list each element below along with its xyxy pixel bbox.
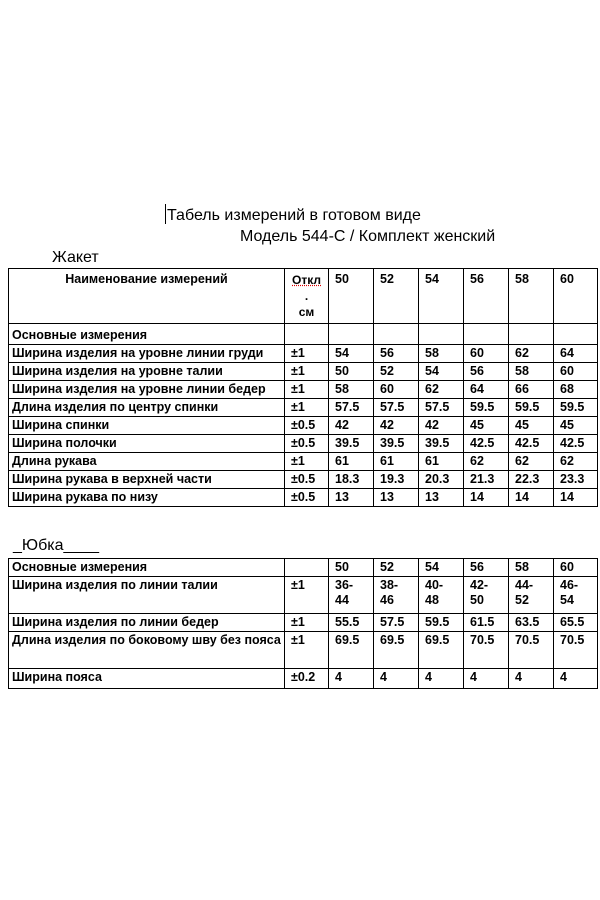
value-cell: 60 xyxy=(554,363,598,381)
value-part: 4 xyxy=(425,670,432,684)
value-part: 69.5 xyxy=(380,633,405,647)
size-header: 58 xyxy=(509,269,554,324)
value-cell: 61 xyxy=(374,453,419,471)
header-tolerance-cell xyxy=(285,269,329,324)
tolerance-cell: ±1 xyxy=(285,577,329,614)
value-cell xyxy=(464,577,509,614)
jacket-measurements-table xyxy=(8,268,598,507)
value-cell xyxy=(509,669,554,689)
table-row xyxy=(9,453,598,471)
table-row xyxy=(9,363,598,381)
value-cell: 60 xyxy=(374,381,419,399)
value-cell: 58 xyxy=(419,345,464,363)
value-part: 70.5 xyxy=(560,633,585,647)
value-cell xyxy=(509,614,554,632)
value-part: 59.5 xyxy=(425,615,450,629)
value-part: 4 xyxy=(380,670,387,684)
value-cell xyxy=(419,614,464,632)
tol-label-1: Откл xyxy=(292,273,321,287)
tolerance-cell: ±1 xyxy=(285,363,329,381)
value-part: 63.5 xyxy=(515,615,540,629)
value-cell: 66 xyxy=(509,381,554,399)
value-cell: 42 xyxy=(419,417,464,435)
table-row xyxy=(9,577,598,614)
value-part: 61.5 xyxy=(470,615,495,629)
value-cell: 42 xyxy=(329,417,374,435)
table-row xyxy=(9,381,598,399)
value-cell: 50 xyxy=(329,363,374,381)
value-cell: 54 xyxy=(329,345,374,363)
tolerance-cell: ±0.5 xyxy=(285,435,329,453)
value-cell xyxy=(419,669,464,689)
value-part: 50 xyxy=(470,593,484,607)
value-cell: 45 xyxy=(509,417,554,435)
value-cell: 62 xyxy=(509,345,554,363)
value-cell: 57.5 xyxy=(419,399,464,417)
value-part: 48 xyxy=(425,593,439,607)
value-cell: 42 xyxy=(374,417,419,435)
value-cell: 14 xyxy=(554,489,598,507)
tol-label-3: см xyxy=(298,305,315,319)
value-part: 54 xyxy=(560,593,574,607)
value-cell xyxy=(374,577,419,614)
header-name-cell: Наименование измерений xyxy=(9,269,285,324)
tolerance-cell: ±1 xyxy=(285,345,329,363)
tolerance-cell: ±1 xyxy=(285,632,329,669)
value-part: 55.5 xyxy=(335,615,360,629)
value-part: 38- xyxy=(380,578,399,592)
value-cell: 22.3 xyxy=(509,471,554,489)
measurement-name: Ширина спинки xyxy=(9,417,285,435)
value-cell: 42.5 xyxy=(464,435,509,453)
value-part: 40- xyxy=(425,578,444,592)
size-header: 60 xyxy=(554,559,598,577)
empty-cell xyxy=(374,324,419,345)
value-cell: 56 xyxy=(464,363,509,381)
value-cell: 57.5 xyxy=(374,399,419,417)
value-cell xyxy=(464,669,509,689)
value-cell: 20.3 xyxy=(419,471,464,489)
value-cell: 54 xyxy=(419,363,464,381)
value-cell: 57.5 xyxy=(329,399,374,417)
size-header: 52 xyxy=(374,269,419,324)
value-cell xyxy=(464,614,509,632)
value-part: 4 xyxy=(470,670,477,684)
size-header: 58 xyxy=(509,559,554,577)
value-part: 69.5 xyxy=(335,633,360,647)
value-cell: 45 xyxy=(554,417,598,435)
jacket-group-row xyxy=(9,324,598,345)
table-row xyxy=(9,632,598,669)
value-part: 70.5 xyxy=(515,633,540,647)
value-cell xyxy=(554,632,598,669)
title-line-1: Табель измерений в готовом виде xyxy=(167,207,421,224)
value-cell: 58 xyxy=(329,381,374,399)
value-cell: 64 xyxy=(464,381,509,399)
value-cell: 45 xyxy=(464,417,509,435)
group-label: Основные измерения xyxy=(9,559,285,577)
size-header: 56 xyxy=(464,269,509,324)
empty-cell xyxy=(285,559,329,577)
tolerance-cell: ±0.5 xyxy=(285,417,329,435)
value-cell: 61 xyxy=(419,453,464,471)
tolerance-cell: ±1 xyxy=(285,453,329,471)
value-part: 4 xyxy=(560,670,567,684)
table-row xyxy=(9,489,598,507)
value-part: 42- xyxy=(470,578,489,592)
tolerance-cell: ±0.2 xyxy=(285,669,329,689)
empty-cell xyxy=(554,324,598,345)
value-cell xyxy=(554,614,598,632)
empty-cell xyxy=(329,324,374,345)
value-cell: 39.5 xyxy=(419,435,464,453)
value-cell: 56 xyxy=(374,345,419,363)
value-cell: 14 xyxy=(464,489,509,507)
value-cell: 13 xyxy=(329,489,374,507)
value-cell: 42.5 xyxy=(554,435,598,453)
value-cell: 23.3 xyxy=(554,471,598,489)
jacket-header-row xyxy=(9,269,598,324)
measurement-name: Ширина пояса xyxy=(9,669,285,689)
size-header: 50 xyxy=(329,269,374,324)
measurement-name: Длина рукава xyxy=(9,453,285,471)
measurement-name: Длина изделия по боковому шву без пояса xyxy=(9,632,285,669)
measurement-name: Ширина изделия по линии талии xyxy=(9,577,285,614)
value-cell: 59.5 xyxy=(554,399,598,417)
value-cell: 62 xyxy=(509,453,554,471)
skirt-section-label: _Юбка____ xyxy=(13,537,100,554)
skirt-group-row xyxy=(9,559,598,577)
empty-cell xyxy=(464,324,509,345)
jacket-section-label: Жакет xyxy=(52,249,99,266)
value-cell: 64 xyxy=(554,345,598,363)
value-cell xyxy=(329,614,374,632)
size-header: 52 xyxy=(374,559,419,577)
value-part: 70.5 xyxy=(470,633,495,647)
value-cell xyxy=(374,632,419,669)
value-cell xyxy=(509,577,554,614)
size-header: 54 xyxy=(419,559,464,577)
measurement-name: Ширина изделия на уровне линии груди xyxy=(9,345,285,363)
table-row xyxy=(9,435,598,453)
value-cell: 62 xyxy=(464,453,509,471)
tolerance-cell: ±1 xyxy=(285,399,329,417)
value-part: 57.5 xyxy=(380,615,405,629)
value-cell xyxy=(464,632,509,669)
value-cell: 39.5 xyxy=(374,435,419,453)
tol-label-2: . xyxy=(304,289,309,303)
value-cell: 59.5 xyxy=(509,399,554,417)
table-row xyxy=(9,417,598,435)
value-part: 4 xyxy=(515,670,522,684)
value-cell xyxy=(374,669,419,689)
group-label: Основные измерения xyxy=(9,324,285,345)
table-row xyxy=(9,614,598,632)
measurement-name: Ширина рукава в верхней части xyxy=(9,471,285,489)
value-cell xyxy=(329,669,374,689)
value-cell: 13 xyxy=(419,489,464,507)
text-cursor xyxy=(165,204,166,224)
value-cell: 68 xyxy=(554,381,598,399)
value-cell: 58 xyxy=(509,363,554,381)
tolerance-cell: ±1 xyxy=(285,614,329,632)
measurement-name: Ширина изделия по линии бедер xyxy=(9,614,285,632)
value-cell: 14 xyxy=(509,489,554,507)
value-part: 44- xyxy=(515,578,534,592)
value-cell xyxy=(554,669,598,689)
value-part: 52 xyxy=(515,593,529,607)
empty-cell xyxy=(509,324,554,345)
size-header: 50 xyxy=(329,559,374,577)
value-cell xyxy=(329,577,374,614)
value-cell: 39.5 xyxy=(329,435,374,453)
model-subtitle: Модель 544-С / Комплект женский xyxy=(240,228,496,245)
value-cell: 13 xyxy=(374,489,419,507)
value-cell: 59.5 xyxy=(464,399,509,417)
value-cell xyxy=(374,614,419,632)
value-part: 36- xyxy=(335,578,354,592)
tolerance-cell: ±1 xyxy=(285,381,329,399)
value-cell xyxy=(419,577,464,614)
value-part: 4 xyxy=(335,670,342,684)
table-row xyxy=(9,399,598,417)
table-row xyxy=(9,345,598,363)
value-part: 44 xyxy=(335,593,349,607)
empty-cell xyxy=(419,324,464,345)
value-cell xyxy=(554,577,598,614)
tolerance-cell: ±0.5 xyxy=(285,489,329,507)
empty-cell xyxy=(285,324,329,345)
document-title xyxy=(165,204,421,225)
value-part: 46- xyxy=(560,578,579,592)
value-part: 69.5 xyxy=(425,633,450,647)
measurement-name: Ширина изделия на уровне линии бедер xyxy=(9,381,285,399)
value-cell: 42.5 xyxy=(509,435,554,453)
value-cell xyxy=(509,632,554,669)
value-part: 65.5 xyxy=(560,615,585,629)
value-cell: 52 xyxy=(374,363,419,381)
table-row xyxy=(9,471,598,489)
value-cell: 62 xyxy=(419,381,464,399)
measurement-name: Длина изделия по центру спинки xyxy=(9,399,285,417)
measurement-name: Ширина полочки xyxy=(9,435,285,453)
size-header: 60 xyxy=(554,269,598,324)
value-cell xyxy=(419,632,464,669)
measurement-name: Ширина изделия на уровне талии xyxy=(9,363,285,381)
size-header: 54 xyxy=(419,269,464,324)
measurement-name: Ширина рукава по низу xyxy=(9,489,285,507)
skirt-measurements-table xyxy=(8,558,598,689)
table-row xyxy=(9,669,598,689)
value-cell xyxy=(329,632,374,669)
size-header: 56 xyxy=(464,559,509,577)
value-cell: 19.3 xyxy=(374,471,419,489)
value-cell: 61 xyxy=(329,453,374,471)
value-cell: 62 xyxy=(554,453,598,471)
value-part: 46 xyxy=(380,593,394,607)
tolerance-cell: ±0.5 xyxy=(285,471,329,489)
value-cell: 21.3 xyxy=(464,471,509,489)
value-cell: 18.3 xyxy=(329,471,374,489)
value-cell: 60 xyxy=(464,345,509,363)
